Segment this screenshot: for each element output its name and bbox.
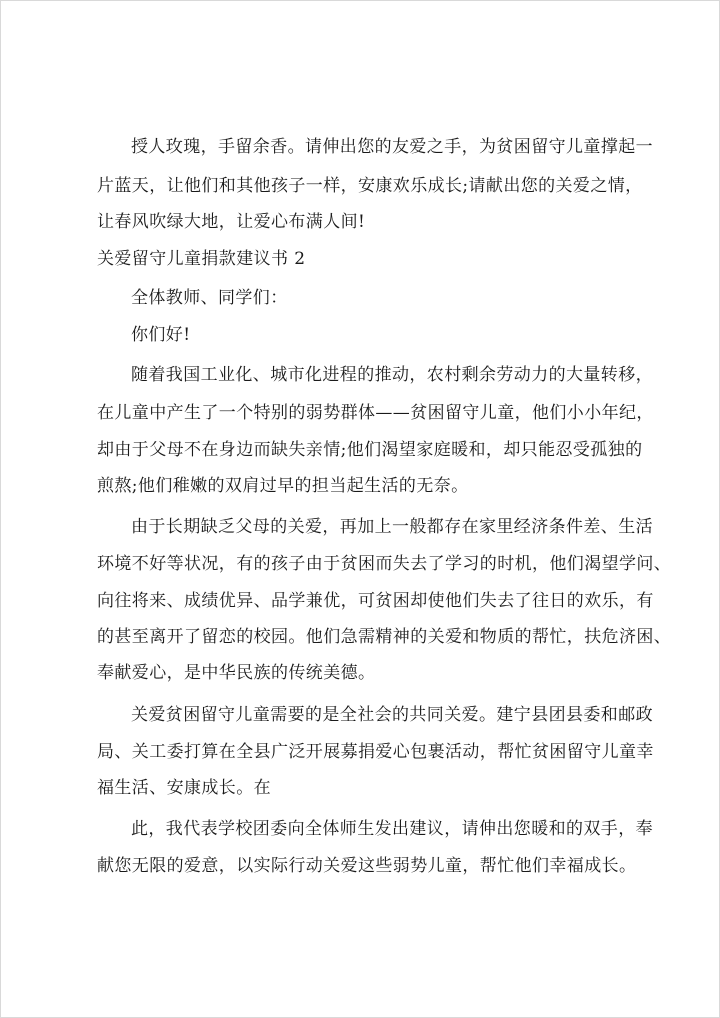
section-title: 关爱留守儿童捐款建议书 2 — [97, 249, 306, 269]
paragraph-3-line-5: 奉献爱心，是中华民族的传统美德。 — [97, 663, 376, 683]
paragraph-2-line-4: 煎熬;他们稚嫩的双肩过早的担当起生活的无奈。 — [97, 476, 469, 496]
paragraph-3-line-1: 由于长期缺乏父母的关爱，再加上一般都存在家里经济条件差、生活 — [131, 517, 653, 537]
paragraph-2-line-2: 在儿童中产生了一个特别的弱势群体——贫困留守儿童，他们小小年纪， — [97, 403, 654, 423]
greeting: 你们好! — [131, 325, 191, 345]
paragraph-3-line-2: 环境不好等状况，有的孩子由于贫困而失去了学习的时机，他们渴望学问、 — [97, 554, 672, 574]
paragraph-5-line-2: 献您无限的爱意，以实际行动关爱这些弱势儿童，帮忙他们幸福成长。 — [97, 856, 637, 876]
paragraph-1-line-3: 让春风吹绿大地，让爱心布满人间! — [97, 212, 366, 232]
salutation: 全体教师、同学们： — [131, 288, 288, 308]
paragraph-5-line-1: 此，我代表学校团委向全体师生发出建议，请伸出您暖和的双手，奉 — [131, 819, 653, 839]
paragraph-1-line-1: 授人玫瑰，手留余香。请伸出您的友爱之手，为贫困留守儿童撑起一 — [131, 137, 653, 157]
paragraph-3-line-3: 向往将来、成绩优异、品学兼优，可贫困却使他们失去了往日的欢乐，有 — [97, 591, 654, 611]
paragraph-2-line-1: 随着我国工业化、城市化进程的推动，农村剩余劳动力的大量转移， — [131, 365, 653, 385]
paragraph-2-line-3: 却由于父母不在身边而缺失亲情;他们渴望家庭暖和，却只能忍受孤独的 — [97, 440, 643, 460]
paragraph-3-line-4: 的甚至离开了留恋的校园。他们急需精神的关爱和物质的帮忙，扶危济困、 — [97, 627, 672, 647]
paragraph-4-line-2: 局、关工委打算在全县广泛开展募捐爱心包裹活动，帮忙贫困留守儿童幸 — [97, 742, 654, 762]
paragraph-4-line-3: 福生活、安康成长。在 — [97, 778, 271, 798]
paragraph-4-line-1: 关爱贫困留守儿童需要的是全社会的共同关爱。建宁县团县委和邮政 — [131, 705, 653, 725]
paragraph-1-line-2: 片蓝天，让他们和其他孩子一样，安康欢乐成长;请献出您的关爱之情， — [97, 176, 643, 196]
